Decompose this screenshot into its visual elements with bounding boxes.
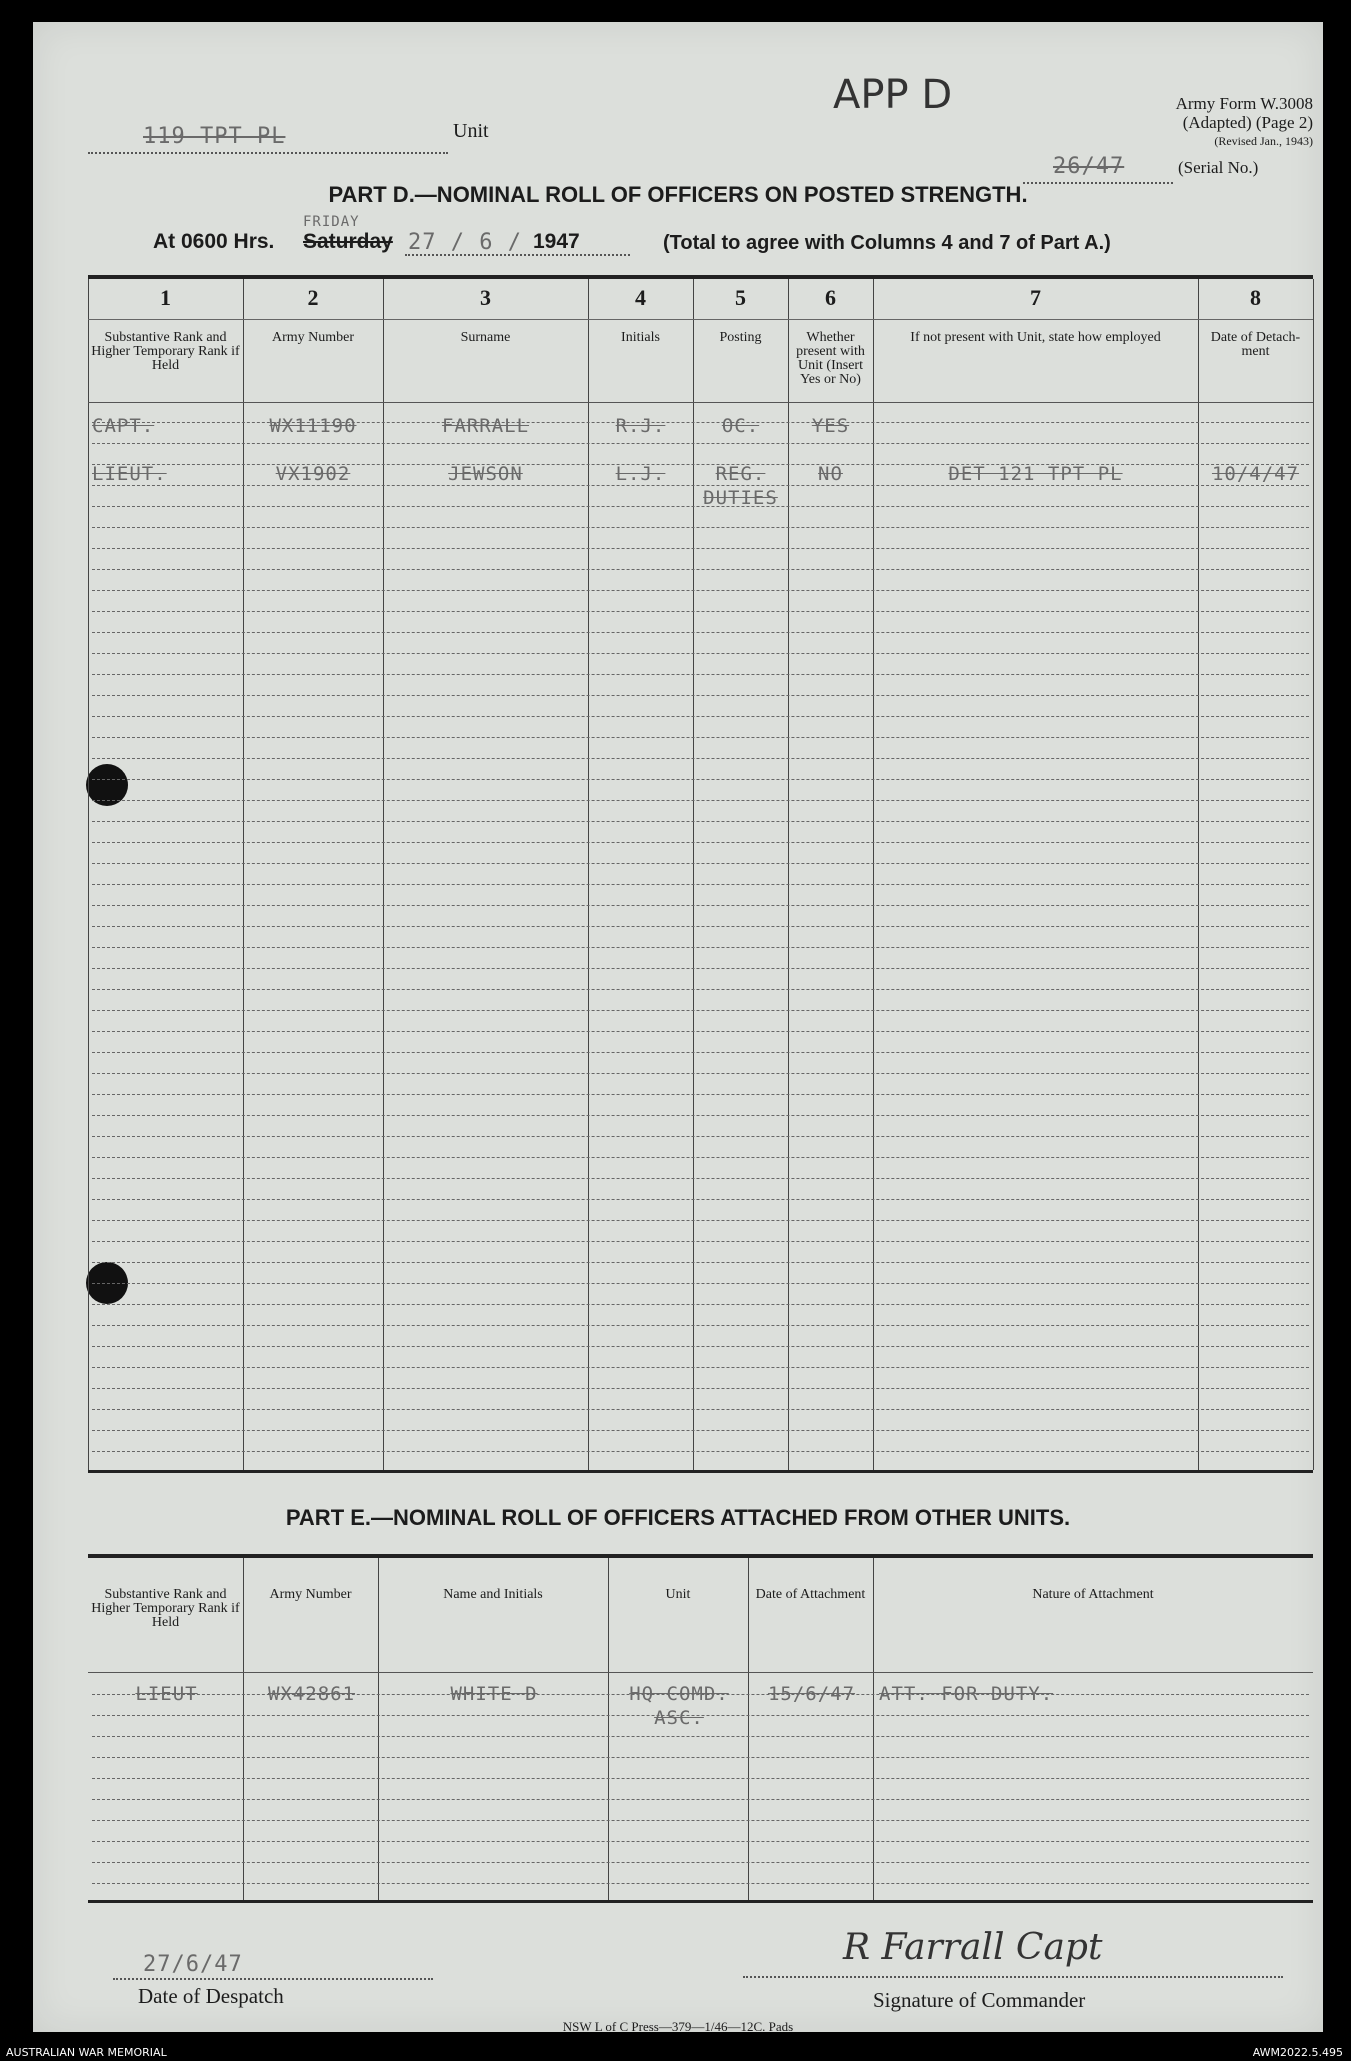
serial-value: 26/47 bbox=[1053, 154, 1125, 179]
unit-field bbox=[88, 122, 448, 154]
ruled-line bbox=[92, 674, 1309, 675]
column-header: Posting bbox=[719, 330, 762, 345]
ruled-line bbox=[92, 590, 1309, 591]
column-header: Substantive Rank and Higher Temporary Rank if Held bbox=[91, 330, 240, 373]
cell-number: WX42861 bbox=[267, 1683, 356, 1705]
ruled-line bbox=[92, 716, 1309, 717]
column-header: Surname bbox=[460, 330, 511, 345]
ruled-line bbox=[92, 842, 1309, 843]
handwritten-annotation: APP D bbox=[833, 72, 953, 118]
ruled-line bbox=[92, 968, 1309, 969]
ruled-line bbox=[92, 548, 1309, 549]
day-typed: FRIDAY bbox=[303, 214, 360, 230]
cell-nature: ATT. FOR DUTY. bbox=[879, 1683, 1054, 1705]
column-divider bbox=[788, 279, 789, 1470]
ruled-line bbox=[92, 884, 1309, 885]
form-adapted: (Adapted) (Page 2) bbox=[1182, 113, 1313, 132]
ruled-line bbox=[92, 1862, 1309, 1863]
column-header: Nature of Attachment bbox=[1032, 1587, 1154, 1602]
column-header: If not present with Unit, state how employed bbox=[910, 330, 1161, 345]
ruled-line bbox=[92, 1820, 1309, 1821]
unit-value: 119 TPT PL bbox=[143, 124, 286, 149]
column-header: Date of Attachment bbox=[755, 1587, 866, 1602]
column-number: 1 bbox=[160, 285, 171, 310]
part-e-top-rule bbox=[88, 1554, 1313, 1558]
ruled-line bbox=[92, 1010, 1309, 1011]
column-divider bbox=[243, 279, 244, 1470]
ruled-line bbox=[92, 611, 1309, 612]
cell-rank: CAPT. bbox=[92, 415, 155, 437]
cell-rank: LIEUT. bbox=[92, 463, 167, 485]
column-header: Whether present with Unit (Insert Yes or No) bbox=[796, 330, 865, 387]
column-divider bbox=[873, 1558, 874, 1900]
ruled-line bbox=[92, 1262, 1309, 1263]
column-divider bbox=[383, 279, 384, 1470]
despatch-field bbox=[113, 1952, 433, 1980]
column-number: 7 bbox=[1030, 285, 1041, 310]
column-divider bbox=[608, 1558, 609, 1900]
ruled-line bbox=[92, 1841, 1309, 1842]
ruled-line bbox=[92, 1325, 1309, 1326]
ruled-line bbox=[92, 800, 1309, 801]
column-divider bbox=[1313, 279, 1314, 1470]
despatch-label: Date of Despatch bbox=[138, 1984, 284, 2008]
cell-date: 10/4/47 bbox=[1211, 463, 1300, 485]
ruled-line bbox=[92, 1136, 1309, 1137]
column-header: Initials bbox=[621, 330, 660, 345]
at-label: At 0600 Hrs. bbox=[153, 230, 275, 253]
column-header: Army Number bbox=[271, 330, 355, 345]
ruled-line bbox=[92, 905, 1309, 906]
ruled-line bbox=[92, 1346, 1309, 1347]
column-divider bbox=[693, 279, 694, 1470]
column-number: 3 bbox=[480, 285, 491, 310]
ruled-line bbox=[92, 653, 1309, 654]
ruled-line bbox=[92, 1430, 1309, 1431]
cell-name: WHITE D bbox=[450, 1683, 538, 1705]
column-number: 2 bbox=[307, 285, 319, 310]
column-divider bbox=[88, 279, 89, 1470]
ruled-line bbox=[92, 758, 1309, 759]
ruled-line bbox=[92, 1451, 1309, 1452]
ruled-line bbox=[92, 989, 1309, 990]
ruled-line bbox=[92, 632, 1309, 633]
serial-field bbox=[1023, 152, 1173, 184]
total-note: (Total to agree with Columns 4 and 7 of Part A.) bbox=[663, 232, 1111, 254]
serial-label: (Serial No.) bbox=[1178, 158, 1259, 177]
column-number: 4 bbox=[635, 285, 646, 310]
column-number: 5 bbox=[735, 285, 746, 310]
column-divider bbox=[873, 279, 874, 1470]
ruled-line bbox=[92, 737, 1309, 738]
column-header: Name and Initials bbox=[443, 1587, 543, 1602]
table-bottom-rule bbox=[88, 1470, 1313, 1473]
ruled-line bbox=[92, 1304, 1309, 1305]
cell-initials: L.J. bbox=[615, 463, 666, 485]
ruled-line bbox=[92, 863, 1309, 864]
form-sheet bbox=[33, 22, 1323, 2032]
date-typed: 27 / 6 / bbox=[408, 230, 522, 255]
column-header: Unit bbox=[665, 1587, 691, 1602]
signature-label: Signature of Commander bbox=[873, 1988, 1086, 2012]
table-top-rule bbox=[88, 275, 1313, 279]
ruled-line bbox=[92, 527, 1309, 528]
ruled-line bbox=[92, 1094, 1309, 1095]
cell-present: YES bbox=[811, 415, 850, 437]
ruled-line bbox=[92, 1031, 1309, 1032]
commander-signature: R Farrall Capt bbox=[843, 1927, 1103, 1968]
ruled-line bbox=[92, 926, 1309, 927]
ruled-line bbox=[92, 821, 1309, 822]
ruled-line bbox=[92, 1052, 1309, 1053]
press-line: NSW L of C Press—379—1/46—12C. Pads bbox=[562, 2019, 794, 2034]
ruled-line bbox=[92, 443, 1309, 444]
cell-posting: REG. DUTIES bbox=[703, 463, 778, 509]
column-divider bbox=[243, 1558, 244, 1900]
column-header: Army Number bbox=[269, 1587, 352, 1602]
ruled-line bbox=[92, 779, 1309, 780]
part-e-bottom-rule bbox=[88, 1900, 1313, 1903]
ruled-line bbox=[92, 695, 1309, 696]
day-printed: Saturday bbox=[303, 230, 393, 253]
ruled-line bbox=[92, 1799, 1309, 1800]
cell-number: VX1902 bbox=[275, 463, 351, 485]
cell-surname: FARRALL bbox=[441, 415, 530, 437]
despatch-value: 27/6/47 bbox=[143, 1952, 243, 1977]
cell-posting: OC. bbox=[721, 415, 760, 437]
header-rule bbox=[88, 1672, 1313, 1673]
form-identifier bbox=[1083, 94, 1313, 151]
ruled-line bbox=[92, 1241, 1309, 1242]
credit-right: AWM2022.5.495 bbox=[1252, 2046, 1343, 2059]
cell-rank: LIEUT bbox=[135, 1683, 198, 1705]
ruled-line bbox=[92, 1736, 1309, 1737]
cell-present: NO bbox=[818, 463, 843, 485]
column-number: 8 bbox=[1250, 285, 1261, 310]
credit-left: AUSTRALIAN WAR MEMORIAL bbox=[6, 2046, 167, 2059]
ruled-line bbox=[92, 569, 1309, 570]
column-header: Substantive Rank and Higher Temporary Rank if Held bbox=[91, 1587, 240, 1630]
cell-date: 15/6/47 bbox=[767, 1683, 856, 1705]
column-divider bbox=[1198, 279, 1199, 1470]
ruled-line bbox=[92, 1409, 1309, 1410]
column-divider bbox=[748, 1558, 749, 1900]
ruled-line bbox=[92, 1115, 1309, 1116]
ruled-line bbox=[92, 1283, 1309, 1284]
form-revised: (Revised Jan., 1943) bbox=[1214, 134, 1313, 148]
part-d-title: PART D.—NOMINAL ROLL OF OFFICERS ON POSTED STRENGTH. bbox=[328, 182, 1028, 207]
ruled-line bbox=[92, 1157, 1309, 1158]
cell-employed: DET 121 TPT PL bbox=[948, 463, 1123, 485]
form-name: Army Form W.3008 bbox=[1175, 94, 1313, 113]
cell-surname: JEWSON bbox=[448, 463, 523, 485]
ruled-line bbox=[92, 947, 1309, 948]
signature-line bbox=[743, 1974, 1283, 1978]
ruled-line bbox=[92, 1388, 1309, 1389]
ruled-line bbox=[92, 1178, 1309, 1179]
ruled-line bbox=[92, 1778, 1309, 1779]
cell-number: WX11190 bbox=[269, 415, 357, 437]
year: 1947 bbox=[533, 230, 580, 253]
column-header: Date of Detach-ment bbox=[1210, 330, 1301, 359]
header-rule bbox=[88, 402, 1313, 403]
part-e-title: PART E.—NOMINAL ROLL OF OFFICERS ATTACHED FROM OTHER UNITS. bbox=[285, 1505, 1071, 1530]
ruled-line bbox=[92, 1220, 1309, 1221]
cell-unit: HQ COMD. ASC. bbox=[629, 1683, 729, 1729]
ruled-line bbox=[92, 1073, 1309, 1074]
ruled-line bbox=[92, 1367, 1309, 1368]
ruled-line bbox=[92, 1883, 1309, 1884]
column-divider bbox=[588, 279, 589, 1470]
column-divider bbox=[378, 1558, 379, 1900]
header-rule bbox=[88, 319, 1313, 320]
column-number: 6 bbox=[825, 285, 836, 310]
ruled-line bbox=[92, 1199, 1309, 1200]
unit-label: Unit bbox=[453, 120, 489, 142]
cell-initials: R.J. bbox=[615, 415, 666, 437]
ruled-line bbox=[92, 1757, 1309, 1758]
